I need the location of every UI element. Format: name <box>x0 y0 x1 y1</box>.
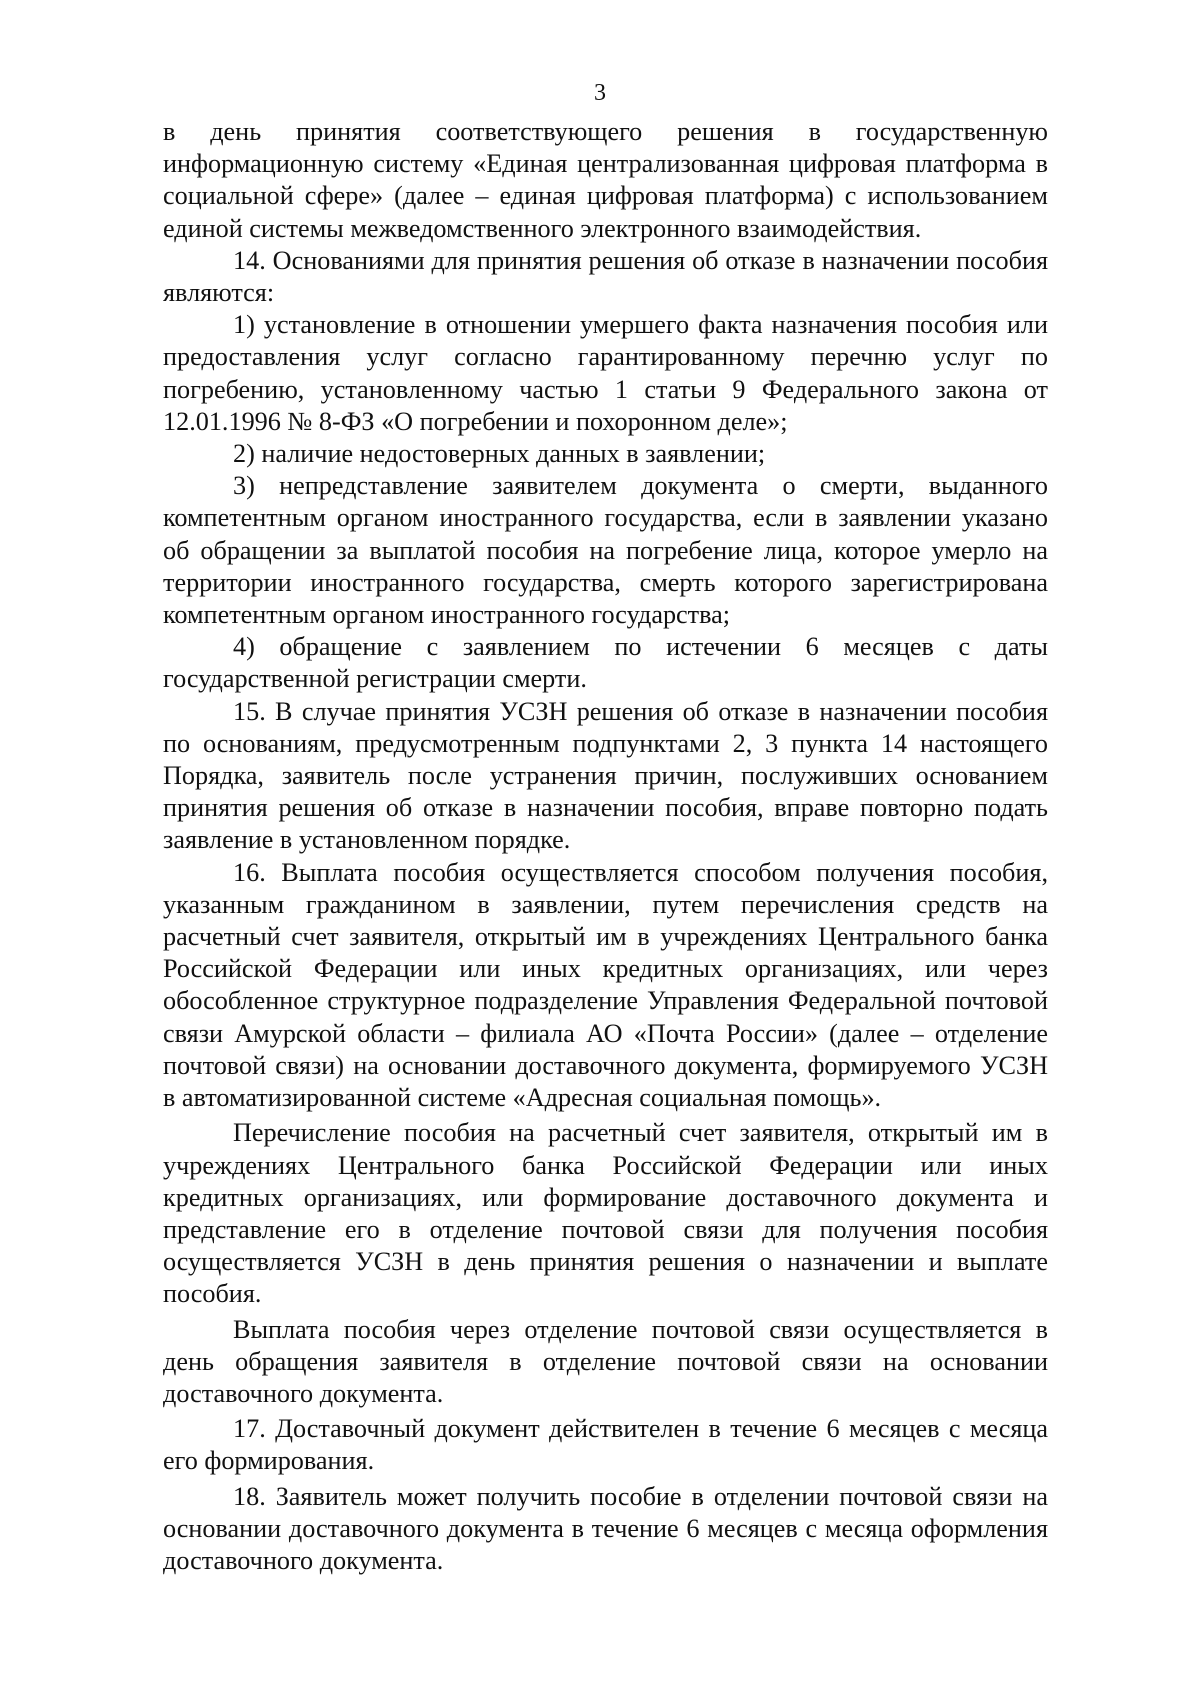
paragraph-item-17: 17. Доставочный документ действителен в течение 6 месяцев с месяца его формирования. <box>163 1414 1048 1476</box>
paragraph-item-18: 18. Заявитель может получить пособие в отделении почтовой связи на основании доставочного документа в течение 6 месяцев с месяца оформления доставочного документа. <box>163 1481 1048 1575</box>
paragraph-item-15: 15. В случае принятия УСЗН решения об отказе в назначении пособия по основаниям, предусмотренным подпунктами 2, 3 пункта 14 настоящего Порядка, заявитель после устранения причин, послуживших основанием принятия решения об отказе в назначении пособия, вправе повторно подать заявление в установленном порядке. <box>163 696 1048 855</box>
paragraph-transfer: Перечисление пособия на расчетный счет заявителя, открытый им в учреждениях Центрального банка Российской Федерации или иных кредитных организациях, или формирование доставочного документа и представление его в отделение почтовой связи для получения пособия осуществляется УСЗН в день принятия решения о назначении и выплате пособия. <box>163 1118 1048 1309</box>
paragraph-item-14: 14. Основаниями для принятия решения об отказе в назначении пособия являются: <box>163 245 1048 308</box>
paragraph-subitem-1: 1) установление в отношении умершего факта назначения пособия или предоставления услуг согласно гарантированному перечню услуг по погребению, установленному частью 1 статьи 9 Федерального закона от 12.01.1996 № 8-ФЗ «О погребении и похоронном деле»; <box>163 310 1048 436</box>
paragraph-postal-payment: Выплата пособия через отделение почтовой связи осуществляется в день обращения заявителя в отделение почтовой связи на основании доставочного документа. <box>163 1314 1048 1408</box>
page-number: 3 <box>594 80 606 106</box>
paragraph-subitem-4: 4) обращение с заявлением по истечении 6 месяцев с даты государственной регистрации смерти. <box>163 632 1048 694</box>
paragraph-subitem-3: 3) непредставление заявителем документа о смерти, выданного компетентным органом иностранного государства, если в заявлении указано об обращении за выплатой пособия на погребение лица, которое умерло на территории иностранного государства, смерть которого зарегистрирована компетентным органом иностранного государства; <box>163 471 1048 630</box>
paragraph-subitem-2: 2) наличие недостоверных данных в заявлении; <box>233 439 766 469</box>
document-body <box>163 116 1048 1577</box>
paragraph-item-16: 16. Выплата пособия осуществляется способом получения пособия, указанным гражданином в заявлении, путем перечисления средств на расчетный счет заявителя, открытый им в учреждениях Центрального банка Российской Федерации или иных кредитных организациях, или через обособленное структурное подразделение Управления Федеральной почтовой связи Амурской области – филиала АО «Почта России» (далее – отделение почтовой связи) на основании доставочного документа, формируемого УСЗН в автоматизированной системе «Адресная социальная помощь». <box>163 857 1048 1113</box>
paragraph-continuation: в день принятия соответствующего решения в государственную информационную систему «Единая централизованная цифровая платформа в социальной сфере» (далее – единая цифровая платформа) с использованием единой системы межведомственного электронного взаимодействия. <box>163 117 1048 243</box>
